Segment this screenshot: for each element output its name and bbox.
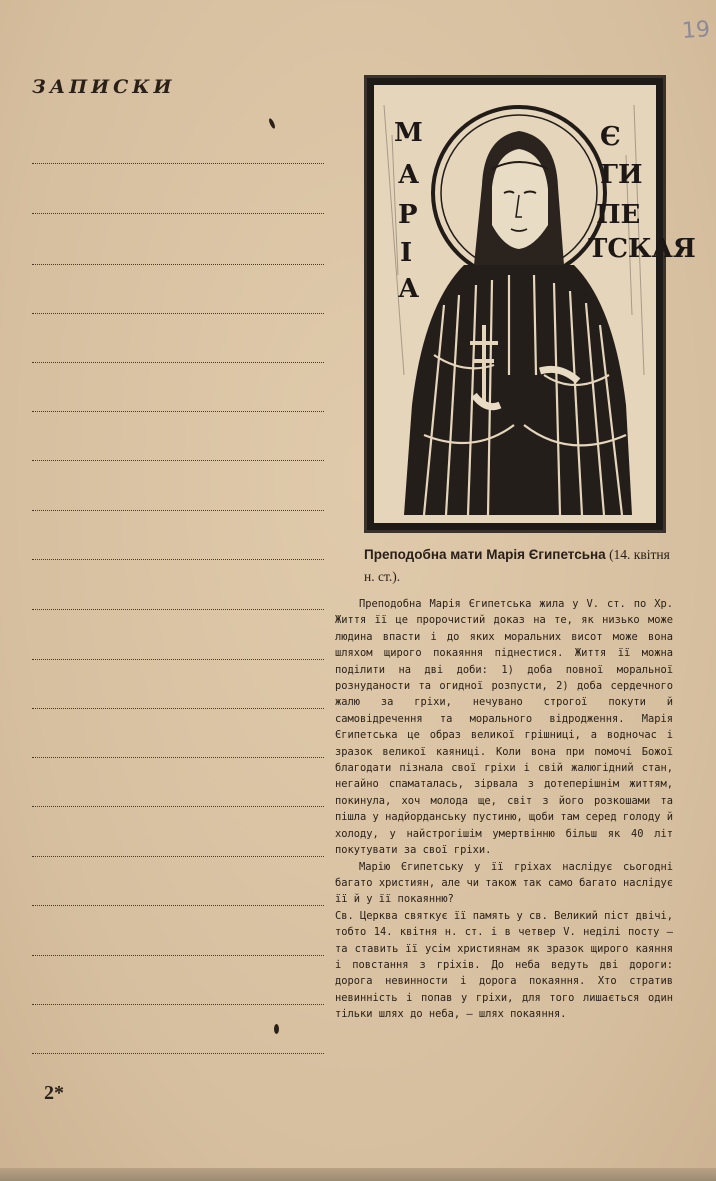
caption-title: Преподобна мати Марія Єгипетсьна — [364, 547, 606, 562]
inscription-right-3: ПЕ — [596, 200, 641, 230]
ink-mark — [274, 1024, 279, 1034]
handwritten-page-note: 19 — [681, 17, 711, 44]
inscription-left-5: А — [398, 274, 420, 304]
saint-figure-illustration — [364, 75, 696, 533]
article-body — [335, 596, 673, 1023]
inscription-left-1: М — [394, 118, 423, 148]
note-line — [32, 213, 324, 214]
notes-heading: ЗАПИСКИ — [32, 76, 176, 98]
note-line — [32, 955, 324, 956]
page-bottom-edge — [0, 1168, 716, 1181]
paragraph: Св. Церква святкує її память у св. Великий піст двічі, тобто 14. квітня н. ст. і в четвер V. неділі посту — та ставить її усім християнам як зразок щирого каяння і повстання з гріхів. До неба ведуть дві дороги: дорога невинности і дорога покаяння. Хто стратив невинність і попав у гріхи, для того лишається один тільки шлях до неба, — шлях покаяння. — [335, 909, 673, 1021]
page-number: 2* — [44, 1082, 64, 1104]
note-line — [32, 313, 324, 314]
note-line — [32, 856, 324, 857]
note-line — [32, 806, 324, 807]
note-line — [32, 411, 324, 412]
inscription-right-4: ТСКАЯ — [588, 234, 696, 264]
inscription-left-2: А — [398, 160, 420, 190]
note-line — [32, 1004, 324, 1005]
inscription-right-2: ГИ — [600, 160, 643, 190]
icon-woodcut-illustration — [364, 75, 696, 533]
note-line — [32, 264, 324, 265]
note-line — [32, 708, 324, 709]
inscription-left-3: Р — [398, 200, 418, 230]
note-line — [32, 559, 324, 560]
illustration-caption — [364, 544, 680, 588]
note-line — [32, 659, 324, 660]
inscription-left-4: І — [400, 238, 413, 268]
paragraph: Марію Єгипетську у її гріхах наслідує сьогодні багато християн, але чи також так само багато наслідує її й у її покаянню? — [335, 860, 673, 906]
note-line — [32, 362, 324, 363]
note-line — [32, 163, 324, 164]
caption-date: (14. квітня н. ст.). — [364, 547, 670, 584]
note-line — [32, 757, 324, 758]
note-line — [32, 905, 324, 906]
note-line — [32, 510, 324, 511]
note-line — [32, 1053, 324, 1054]
inscription-right-1: Є — [600, 122, 621, 152]
note-line — [32, 609, 324, 610]
paragraph: Преподобна Марія Єгипетська жила у V. ст. по Хр. Життя її це пророчистий доказ на те, як низько може людина впасти і до яких моральних висот може вона шляхом щирого покаяння піднестися. Життя її можна поділити на дві доби: 1) доба повної моральної рознуданости та огидної розпусти, 2) доба сердечного жалю за гріхи, нечувано строгої покути й самовідречення та морального відродження. Марія Єгипетська це образ великої грішниці, а водночас і зразок великої каяниці. Коли вона при помочі Божої благодати пізнала свої гріхи і свій жалюгідний стан, негайно спаматалась, зірвала з дотеперішнім життям, покинула, хоч молода ще, світ з його розкошами та пішла у надйорданську пустиню, щоби там серед голоду й холоду, у найстрогішім умертвінню більш як 40 літ покутувати за свої гріхи. — [335, 598, 673, 857]
note-line — [32, 460, 324, 461]
ink-mark — [268, 118, 276, 130]
